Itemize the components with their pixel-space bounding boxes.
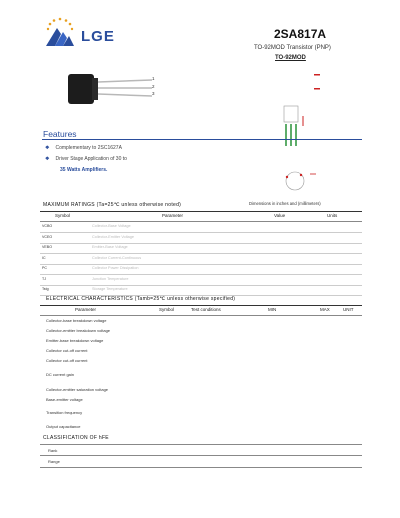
part-description: TO-92MOD Transistor (PNP) — [254, 45, 331, 51]
bullet-icon: ❖ — [45, 145, 50, 151]
ratings-symbol: Tstg — [42, 287, 49, 291]
brand-logo — [43, 16, 143, 52]
electrical-heading: ELECTRICAL CHARACTERISTICS (Tamb=25℃ unless otherwise specified) — [46, 296, 236, 302]
elec-col-symbol: Symbol — [159, 307, 175, 312]
features-divider — [42, 139, 362, 140]
electrical-parameter: Collector-base breakdown voltage — [46, 318, 107, 323]
electrical-parameter: Collector-emitter saturation voltage — [46, 387, 109, 392]
electrical-parameter: Output capacitance — [46, 424, 81, 429]
ratings-symbol: VCEO — [42, 234, 53, 239]
ratings-parameter: Storage Temperature — [92, 287, 128, 291]
elec-col-unit: UNIT — [343, 307, 354, 312]
ratings-parameter: Emitter-Base Voltage — [92, 245, 128, 249]
ratings-symbol: VEBO — [42, 245, 52, 249]
feature-item: ❖ Driver Stage Application of 30 to — [45, 156, 127, 162]
electrical-parameter: Emitter-base breakdown voltage — [46, 338, 104, 343]
ratings-parameter: Collector Current-Continuous — [92, 255, 142, 260]
elec-col-conditions: Test conditions — [191, 307, 221, 312]
electrical-parameter: DC current gain — [46, 372, 75, 377]
package-label: TO-92MOD — [275, 55, 306, 61]
classification-heading: CLASSIFICATION OF hFE — [43, 435, 109, 441]
elec-col-min: MIN — [268, 307, 277, 312]
elec-col-parameter: Parameter — [75, 307, 97, 312]
classification-range: Range — [48, 459, 60, 464]
part-number: 2SA817A — [274, 27, 327, 41]
dimensions-note: Dimensions in inches and (millimeters) — [249, 201, 321, 206]
bullet-icon: ❖ — [45, 156, 50, 162]
ratings-col-symbol: Symbol — [55, 213, 71, 218]
ratings-parameter: Junction Temperature — [92, 276, 129, 281]
logo-mark-icon — [43, 16, 77, 48]
ratings-parameter: Collector-Base Voltage — [92, 224, 131, 228]
electrical-parameter: Collector-emitter breakdown voltage — [46, 328, 111, 333]
features-heading: Features — [43, 129, 77, 139]
feature-item: 35 Watts Amplifiers. — [60, 167, 108, 173]
electrical-parameter: Collector cut-off current — [46, 358, 88, 363]
electrical-parameter: Transition frequency — [46, 410, 83, 415]
pin-label-3: 3 — [152, 91, 155, 96]
pin-label-2: 2 — [152, 84, 155, 89]
package-drawing — [270, 66, 330, 206]
feature-item: ❖ Complementary to 2SC1627A — [45, 145, 122, 151]
ratings-col-units: Units — [327, 213, 338, 218]
transistor-image — [60, 68, 160, 108]
ratings-col-value: Value — [274, 213, 286, 218]
elec-col-max: MAX — [320, 307, 330, 312]
ratings-parameter: Collector Power Dissipation — [92, 266, 139, 270]
ratings-heading: MAXIMUM RATINGS (Ta=25℃ unless otherwise noted) — [43, 202, 182, 208]
ratings-col-parameter: Parameter — [162, 213, 184, 218]
ratings-symbol: IC — [42, 255, 46, 260]
electrical-parameter: Base-emitter voltage — [46, 397, 83, 402]
ratings-symbol: PC — [42, 266, 47, 270]
ratings-symbol: VCBO — [42, 224, 53, 228]
electrical-parameter: Collector cut-off current — [46, 348, 88, 353]
classification-rank: Rank — [48, 448, 58, 453]
brand-name: LGE — [81, 28, 115, 45]
ratings-parameter: Collector-Emitter Voltage — [92, 234, 134, 239]
ratings-symbol: TJ — [42, 276, 46, 281]
pin-label-1: 1 — [152, 76, 155, 81]
